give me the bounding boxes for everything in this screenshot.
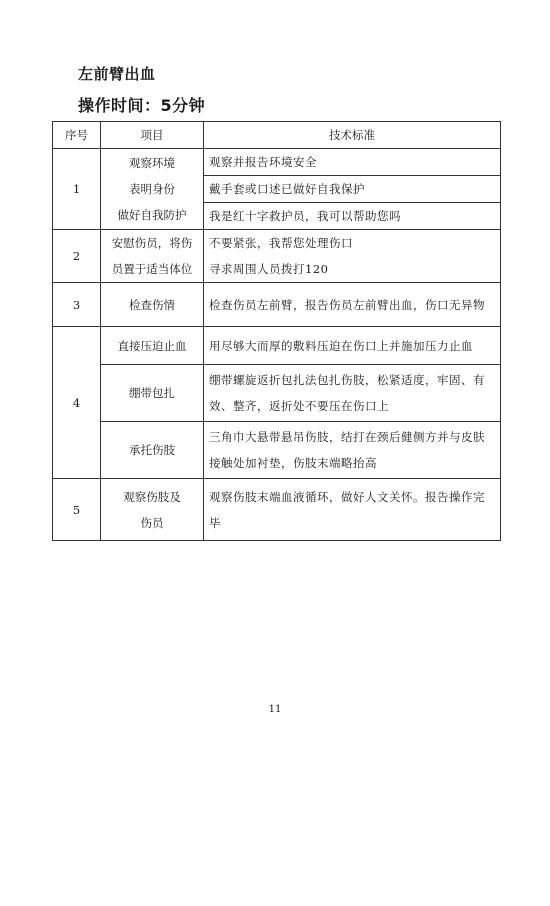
row-standard: 检查伤员左前臂，报告伤员左前臂出血，伤口无异物 (204, 283, 501, 327)
row-item: 承托伤肢 (101, 422, 204, 479)
row-standard: 戴手套或口述已做好自我保护 (204, 176, 501, 203)
table-row (53, 479, 501, 541)
row-standard (204, 479, 501, 541)
row-standard: 观察并报告环境安全 (204, 149, 501, 176)
row-item (101, 479, 204, 541)
section-title: 左前臂出血 (78, 65, 156, 83)
item-line: 观察环境 (129, 156, 175, 170)
item-line: 伤员 (140, 515, 164, 530)
table-row (53, 149, 501, 176)
operation-duration: 操作时间：5分钟 (78, 96, 206, 115)
row-item: 检查伤情 (101, 283, 204, 327)
row-item: 直接压迫止血 (101, 327, 204, 365)
standard-line: 三角巾大悬带悬吊伤肢，结打在颈后健侧方并与皮肤 (209, 430, 485, 444)
table-row (53, 327, 501, 365)
table-row (53, 422, 501, 479)
header-standard: 技术标准 (204, 122, 501, 149)
item-line: 员置于适当体位 (111, 262, 193, 276)
row-item (101, 230, 204, 283)
header-number: 序号 (53, 122, 101, 149)
row-standard (204, 365, 501, 422)
row-number: 5 (53, 479, 101, 541)
row-item: 绷带包扎 (101, 365, 204, 422)
row-item (101, 149, 204, 230)
row-standard (204, 230, 501, 283)
standard-line: 绷带螺旋返折包扎法包扎伤肢，松紧适度，牢固、有 (209, 373, 485, 387)
table-row (53, 230, 501, 283)
header-item: 项目 (101, 122, 204, 149)
row-number: 4 (53, 327, 101, 479)
row-standard: 我是红十字救护员，我可以帮助您吗 (204, 203, 501, 230)
standard-line: 接触处加衬垫，伤肢末端略抬高 (209, 456, 377, 470)
item-line: 安慰伤员，将伤 (111, 236, 193, 250)
table-header-row (53, 122, 501, 149)
row-number: 1 (53, 149, 101, 230)
standard-line: 不要紧张，我帮您处理伤口 (209, 236, 353, 250)
table-row (53, 283, 501, 327)
standard-line: 毕 (209, 515, 221, 530)
row-number: 2 (53, 230, 101, 283)
item-line: 观察伤肢及 (123, 489, 181, 504)
item-line: 表明身份 (129, 182, 175, 196)
row-standard: 用尽够大而厚的敷料压迫在伤口上并施加压力止血 (204, 327, 501, 365)
table-row (53, 365, 501, 422)
procedure-table (52, 121, 501, 541)
standard-line: 效、整齐，返折处不要压在伤口上 (209, 399, 389, 413)
standard-line: 寻求周围人员拨打120 (209, 262, 329, 276)
page-number: 11 (268, 704, 282, 715)
item-line: 做好自我防护 (117, 208, 187, 222)
row-standard (204, 422, 501, 479)
row-number: 3 (53, 283, 101, 327)
standard-line: 观察伤肢末端血液循环，做好人文关怀。报告操作完 (209, 489, 485, 504)
